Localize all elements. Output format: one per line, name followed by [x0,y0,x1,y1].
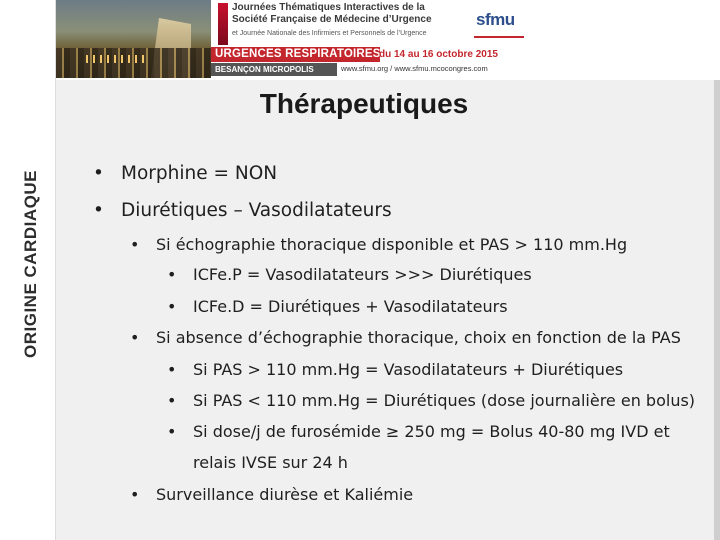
bullet-item [130,328,681,347]
bullet-marker: • [167,422,177,441]
bullet-text: ICFe.D = Diurétiques + Vasodilatateurs [193,297,508,316]
bullet-marker: • [130,328,140,347]
sidebar-section-label: ORIGINE CARDIAQUE [21,170,40,358]
banner-title-line3: et Journée Nationale des Infirmiers et Personnels de l’Urgence [232,30,427,37]
bullet-item [167,265,532,284]
bullet-item [167,422,670,441]
banner-photo [56,0,211,78]
bullet-item [93,163,277,184]
bullet-item [167,360,623,379]
banner-dates: du 14 au 16 octobre 2015 [379,49,498,60]
banner-title-line2: Société Française de Médecine d’Urgence [232,14,432,25]
slide-title: Thérapeutiques [259,88,469,119]
bullet-marker: • [93,200,104,221]
banner-city: BESANÇON MICROPOLIS [211,63,337,76]
bullet-text: Si absence d’échographie thoracique, choix en fonction de la PAS [156,328,681,347]
bullet-text: Si échographie thoracique disponible et PAS > 110 mm.Hg [156,235,628,254]
conference-banner [56,0,498,78]
bullet-marker: • [167,297,177,316]
bullet-text: ICFe.P = Vasodilatateurs >>> Diurétiques [193,265,532,284]
bullet-item [130,235,627,254]
bullet-marker: • [93,163,104,184]
bullet-text: Surveillance diurèse et Kaliémie [156,485,414,504]
banner-logo-mark [218,3,228,45]
right-edge [714,80,720,540]
bullet-marker: • [167,360,177,379]
bullet-text: Si dose/j de furosémide ≥ 250 mg = Bolus 40-80 mg IVD et [193,422,670,441]
photo-lights [86,55,146,63]
bullet-text: Diurétiques – Vasodilatateurs [121,200,392,221]
bullet-item [167,453,348,472]
bullet-item [167,297,508,316]
bullet-text: relais IVSE sur 24 h [193,453,348,472]
bullet-marker: • [167,265,177,284]
bullet-text: Morphine = NON [121,163,278,184]
bullet-text: Si PAS < 110 mm.Hg = Diurétiques (dose journalière en bolus) [193,391,696,410]
banner-theme: URGENCES RESPIRATOIRES [211,47,380,62]
bullet-item [167,391,695,410]
bullet-text: Si PAS > 110 mm.Hg = Vasodilatateurs + Diurétiques [193,360,624,379]
bullet-item [93,200,392,221]
sfmu-logo-text: sfmu [476,10,515,29]
bullet-item [130,485,413,504]
bullet-marker: • [130,235,140,254]
banner-websites: www.sfmu.org / www.sfmu.mcocongres.com [341,64,488,73]
banner-title-line1: Journées Thématiques Interactives de la [232,2,425,13]
sfmu-logo-underline [474,36,524,48]
sfmu-logo [470,8,528,58]
bullet-marker: • [130,485,140,504]
photo-town [56,48,211,78]
bullet-marker: • [167,391,177,410]
